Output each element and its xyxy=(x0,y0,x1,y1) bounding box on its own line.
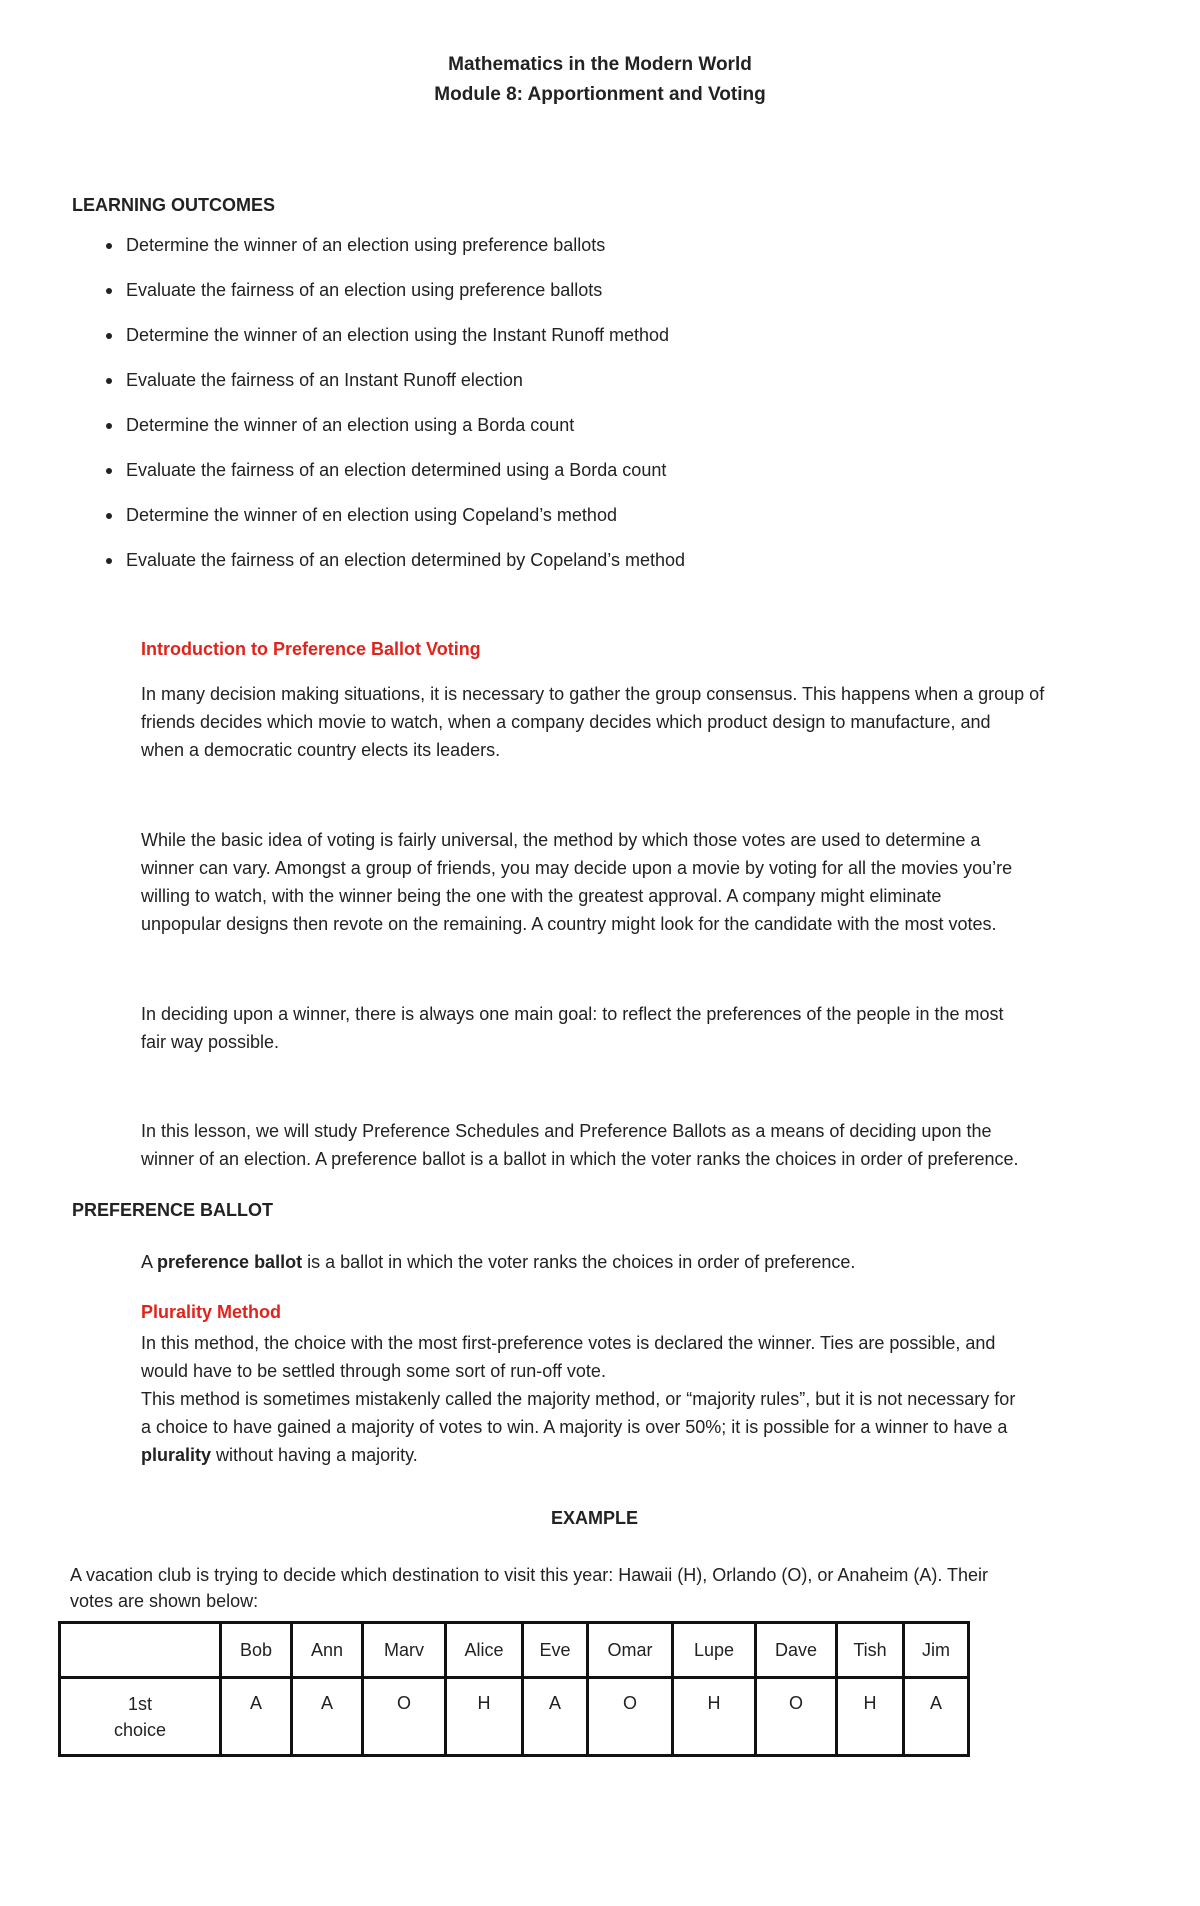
table-cell: O xyxy=(588,1678,673,1756)
bullet-icon xyxy=(106,243,112,249)
bullet-icon xyxy=(106,558,112,564)
bullet-icon xyxy=(106,423,112,429)
table-cell: A xyxy=(292,1678,363,1756)
table-header-cell: Marv xyxy=(363,1623,446,1678)
table-cell: O xyxy=(363,1678,446,1756)
preference-ballot-definition: A preference ballot is a ballot in which the voter ranks the choices in order of preference. xyxy=(141,1252,856,1272)
list-item: Determine the winner of an election using a Borda count xyxy=(104,412,685,457)
table-cell: A xyxy=(904,1678,969,1756)
intro-paragraph-2: While the basic idea of voting is fairly universal, the method by which those votes are used to determine a winner can vary. Amongst a group of friends, you may decide upon a movie by voting for all the movies you’re willing to watch, with the winner being the one with the greatest approval. A company might eliminate unpopular designs then revote on the remaining. A country might look for the candidate with the most votes. xyxy=(141,830,1013,934)
table-cell: A xyxy=(221,1678,292,1756)
intro-paragraph-3: In deciding upon a winner, there is always one main goal: to reflect the preferences of the people in the most fair way possible. xyxy=(141,1004,1004,1052)
plurality-paragraph: In this method, the choice with the most first-preference votes is declared the winner. Ties are possible, and would have to be settled through some sort of run-off vote. This method is sometimes mistakenly called the majority method, or “majority rules”, but it is not necessary for a choice to have gained a majority of votes to win. A majority is over 50%; it is possible for a winner to have a plurality without having a majority. xyxy=(141,1333,1016,1465)
table-header-cell: Eve xyxy=(523,1623,588,1678)
bullet-icon xyxy=(106,288,112,294)
list-item: Evaluate the fairness of an election determined by Copeland’s method xyxy=(104,547,685,592)
table-header-cell: Omar xyxy=(588,1623,673,1678)
table-header-cell: Bob xyxy=(221,1623,292,1678)
bullet-icon xyxy=(106,333,112,339)
example-heading: EXAMPLE xyxy=(551,1508,639,1528)
table-cell: H xyxy=(446,1678,523,1756)
learning-outcomes-list xyxy=(104,232,685,592)
table-header-cell: Alice xyxy=(446,1623,523,1678)
table-cell: H xyxy=(673,1678,756,1756)
table-header-cell: Ann xyxy=(292,1623,363,1678)
table-row xyxy=(60,1678,969,1756)
table-header-cell: Dave xyxy=(756,1623,837,1678)
table-cell: A xyxy=(523,1678,588,1756)
votes-table xyxy=(58,1621,970,1757)
example-intro: A vacation club is trying to decide which destination to visit this year: Hawaii (H), Orlando (O), or Anaheim (A). Their votes are shown below: xyxy=(70,1565,989,1611)
table-header-cell: Jim xyxy=(904,1623,969,1678)
table-row xyxy=(60,1623,969,1678)
learning-outcomes-heading: LEARNING OUTCOMES xyxy=(72,195,276,215)
intro-heading: Introduction to Preference Ballot Voting xyxy=(141,639,481,659)
list-item: Evaluate the fairness of an Instant Runoff election xyxy=(104,367,685,412)
bullet-icon xyxy=(106,378,112,384)
table-header-cell: Lupe xyxy=(673,1623,756,1678)
list-item: Determine the winner of an election using preference ballots xyxy=(104,232,685,277)
list-item: Determine the winner of an election using the Instant Runoff method xyxy=(104,322,685,367)
intro-paragraph-1: In many decision making situations, it is necessary to gather the group consensus. This happens when a group of friends decides which movie to watch, when a company decides which product design to manufacture, and when a democratic country elects its leaders. xyxy=(141,684,1045,760)
list-item: Evaluate the fairness of an election determined using a Borda count xyxy=(104,457,685,502)
bullet-icon xyxy=(106,468,112,474)
plurality-heading: Plurality Method xyxy=(141,1302,282,1322)
table-header-cell xyxy=(60,1623,221,1678)
intro-paragraph-4: In this lesson, we will study Preference Schedules and Preference Ballots as a means of deciding upon the winner of an election. A preference ballot is a ballot in which the voter ranks the choices in order of preference. xyxy=(141,1121,1019,1169)
row-label-cell: 1st choice xyxy=(60,1678,221,1756)
table-cell: O xyxy=(756,1678,837,1756)
document-title: Mathematics in the Modern World xyxy=(448,54,752,75)
table-cell: H xyxy=(837,1678,904,1756)
list-item: Evaluate the fairness of an election using preference ballots xyxy=(104,277,685,322)
module-title: Module 8: Apportionment and Voting xyxy=(434,84,766,105)
list-item: Determine the winner of en election using Copeland’s method xyxy=(104,502,685,547)
bullet-icon xyxy=(106,513,112,519)
preference-ballot-heading: PREFERENCE BALLOT xyxy=(72,1200,274,1220)
table-header-cell: Tish xyxy=(837,1623,904,1678)
